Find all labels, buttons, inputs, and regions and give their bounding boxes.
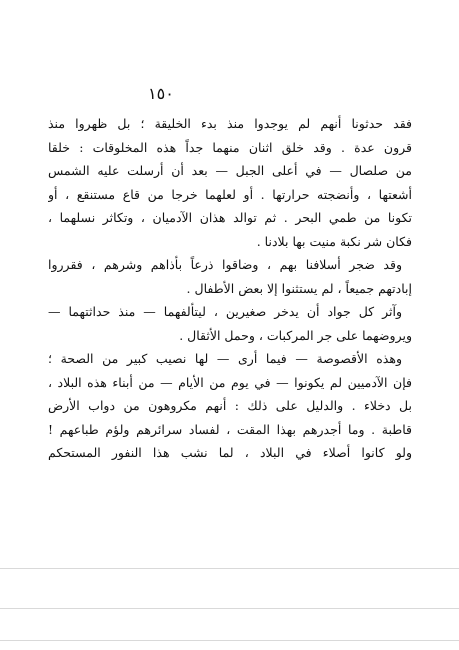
text-line: وهذه الأقصوصة — فيما أرى — لها نصيب كبير من الصحة ؛ (48, 351, 402, 366)
text-line: فكان شر نكبة منيت بها بلادنا . (256, 233, 412, 249)
text-line: إبادتهم جميعاً ، لم يستثنوا إلا بعض الأطفال . (186, 280, 412, 296)
text-line: قاطبة . وما أجدرهم بهذا المقت ، لفساد سرائرهم ولؤم طباعهم ! (48, 421, 412, 437)
body-text (48, 112, 412, 465)
text-line: قرون عدة . وقد خلق اثنان منهما جداً هذه المخلوقات : خلقا (48, 139, 412, 155)
text-line: من صلصال — في أعلى الجبل — بعد أن أرسلت عليه الشمس (48, 163, 412, 178)
text-line: ولو كانوا أصلاء في البلاد ، لما نشب هذا النفور المستحكم (48, 445, 412, 460)
text-line: أشعتها ، وأنضجته حرارتها . أو لعلهما خرجا من قاع مستنقع ، أو (48, 186, 412, 202)
text-line: بل دخلاء . والدليل على ذلك : أنهم مكروهون من دواب الأرض (48, 398, 412, 413)
page-number: ١٥٠ (148, 84, 174, 103)
text-line: وقد ضجر أسلافنا بهم ، وضاقوا ذرعاً بأذاهم وشرهم ، فقرروا (48, 257, 402, 272)
text-line: ويروضهما على جر المركبات ، وحمل الأثقال . (179, 327, 412, 343)
text-line: فإن الآدميين لم يكونوا — في يوم من الأيام — من أبناء هذه البلاد ، (48, 374, 412, 390)
divider-line (0, 608, 459, 609)
text-line: تكونا من طمي البحر . ثم توالد هذان الآدميان ، وتكاثر نسلهما ، (48, 210, 412, 225)
text-line: فقد حدثونا أنهم لم يوجدوا منذ بدء الخليقة ؛ بل ظهروا منذ (48, 116, 412, 131)
divider-line (0, 640, 459, 641)
divider-line (0, 568, 459, 569)
text-line: وآثر كل جواد أن يدخر صغيرين ، ليتألفهما — منذ حداثتهما — (48, 304, 402, 319)
